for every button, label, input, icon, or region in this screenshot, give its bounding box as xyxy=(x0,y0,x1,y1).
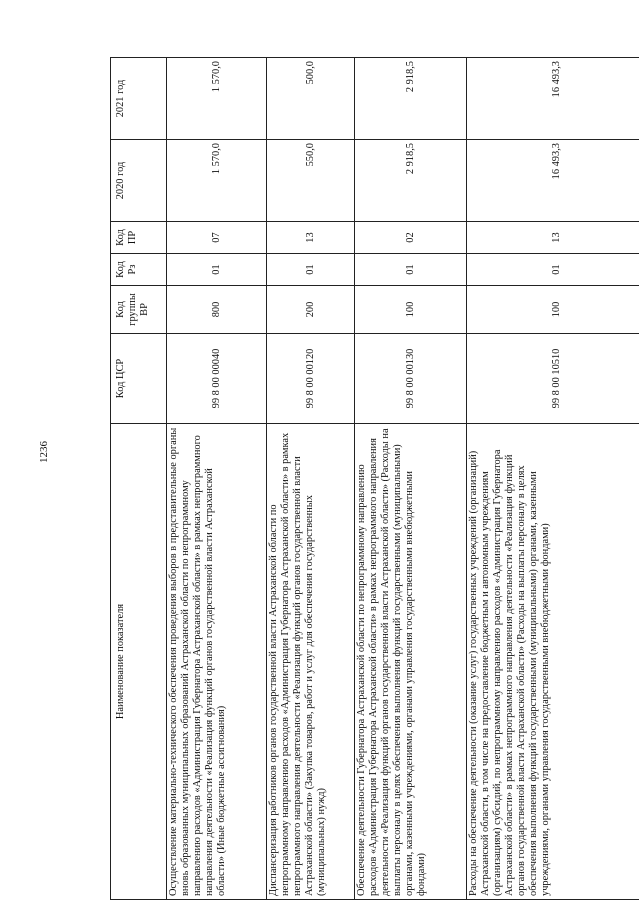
row-vr: 800 xyxy=(167,286,267,334)
row-pr: 07 xyxy=(167,222,267,254)
table-row xyxy=(467,58,639,900)
header-pr: Код ПР xyxy=(111,222,167,254)
row-rz: 01 xyxy=(467,254,639,286)
row-vr: 100 xyxy=(467,286,639,334)
row-2021: 2 918,5 xyxy=(355,58,467,140)
row-2020: 16 493,3 xyxy=(467,140,639,222)
row-2021: 16 493,3 xyxy=(467,58,639,140)
row-pr: 13 xyxy=(267,222,355,254)
table-row xyxy=(167,58,267,900)
header-csr: Код ЦСР xyxy=(111,334,167,424)
header-2021: 2021 год xyxy=(111,58,167,140)
row-vr: 200 xyxy=(267,286,355,334)
row-rz: 01 xyxy=(167,254,267,286)
row-name: Диспансеризация работников органов государственной власти Астраханской области по непрограммному направлению расходов «Администрация Губернатора Астраханской области» в рамках непрограммного направления деятельности «Реализация функций органов государственной власти Астраханской области» (Закупка товаров, работ и услуг для обеспечения государственных (муниципальных) нужд) xyxy=(267,424,355,900)
row-csr: 99 8 00 00120 xyxy=(267,334,355,424)
row-2020: 1 570,0 xyxy=(167,140,267,222)
row-rz: 01 xyxy=(355,254,467,286)
row-name: Осуществление материально-технического обеспечения проведения выборов в представительные органы вновь образованных муниципальных образований Астраханской области по непрограммному направлению расходов «Администрация Губернатора Астраханской области» в рамках непрограммного направления деятельности «Реализация функций органов государственной власти Астраханской области» (Иные бюджетные ассигнования) xyxy=(167,424,267,900)
table-row xyxy=(355,58,467,900)
header-row xyxy=(111,58,167,900)
header-rz: Код Рз xyxy=(111,254,167,286)
row-csr: 99 8 00 00040 xyxy=(167,334,267,424)
header-2020: 2020 год xyxy=(111,140,167,222)
header-name: Наименование показателя xyxy=(111,424,167,900)
row-2020: 550,0 xyxy=(267,140,355,222)
row-2021: 500,0 xyxy=(267,58,355,140)
page-number: 1236 xyxy=(38,441,50,463)
row-csr: 99 8 00 10510 xyxy=(467,334,639,424)
row-2020: 2 918,5 xyxy=(355,140,467,222)
header-vr: Код группы ВР xyxy=(111,286,167,334)
row-vr: 100 xyxy=(355,286,467,334)
table-row xyxy=(267,58,355,900)
row-name: Расходы на обеспечение деятельности (оказание услуг) государственных учреждений (организаций) Астраханской области, в том числе на предоставление бюджетным и автономным учреждениям (организациям) субсидий, по непрограммному направлению расходов «Администрация Губернатора Астраханской области» в рамках непрограммного направления деятельности «Реализация функций органов государственной власти Астраханской области» (Расходы на выплаты персоналу в целях обеспечения выполнения функций государственными (муниципальными) органами, казенными учреждениями, органами управления государственными внебюджетными фондами) xyxy=(467,424,639,900)
row-name: Обеспечение деятельности Губернатора Астраханской области по непрограммному направлению расходов «Администрация Губернатора Астраханской области» в рамках непрограммного направления деятельности «Реализация функций органов государственной власти Астраханской области» (Расходы на выплаты персоналу в целях обеспечения выполнения функций государственными (муниципальными) органами, казенными учреждениями, органами управления государственными внебюджетными фондами) xyxy=(355,424,467,900)
budget-table xyxy=(110,57,639,900)
row-2021: 1 570,0 xyxy=(167,58,267,140)
rotated-sheet xyxy=(110,61,639,900)
row-pr: 13 xyxy=(467,222,639,254)
row-pr: 02 xyxy=(355,222,467,254)
row-rz: 01 xyxy=(267,254,355,286)
row-csr: 99 8 00 00130 xyxy=(355,334,467,424)
